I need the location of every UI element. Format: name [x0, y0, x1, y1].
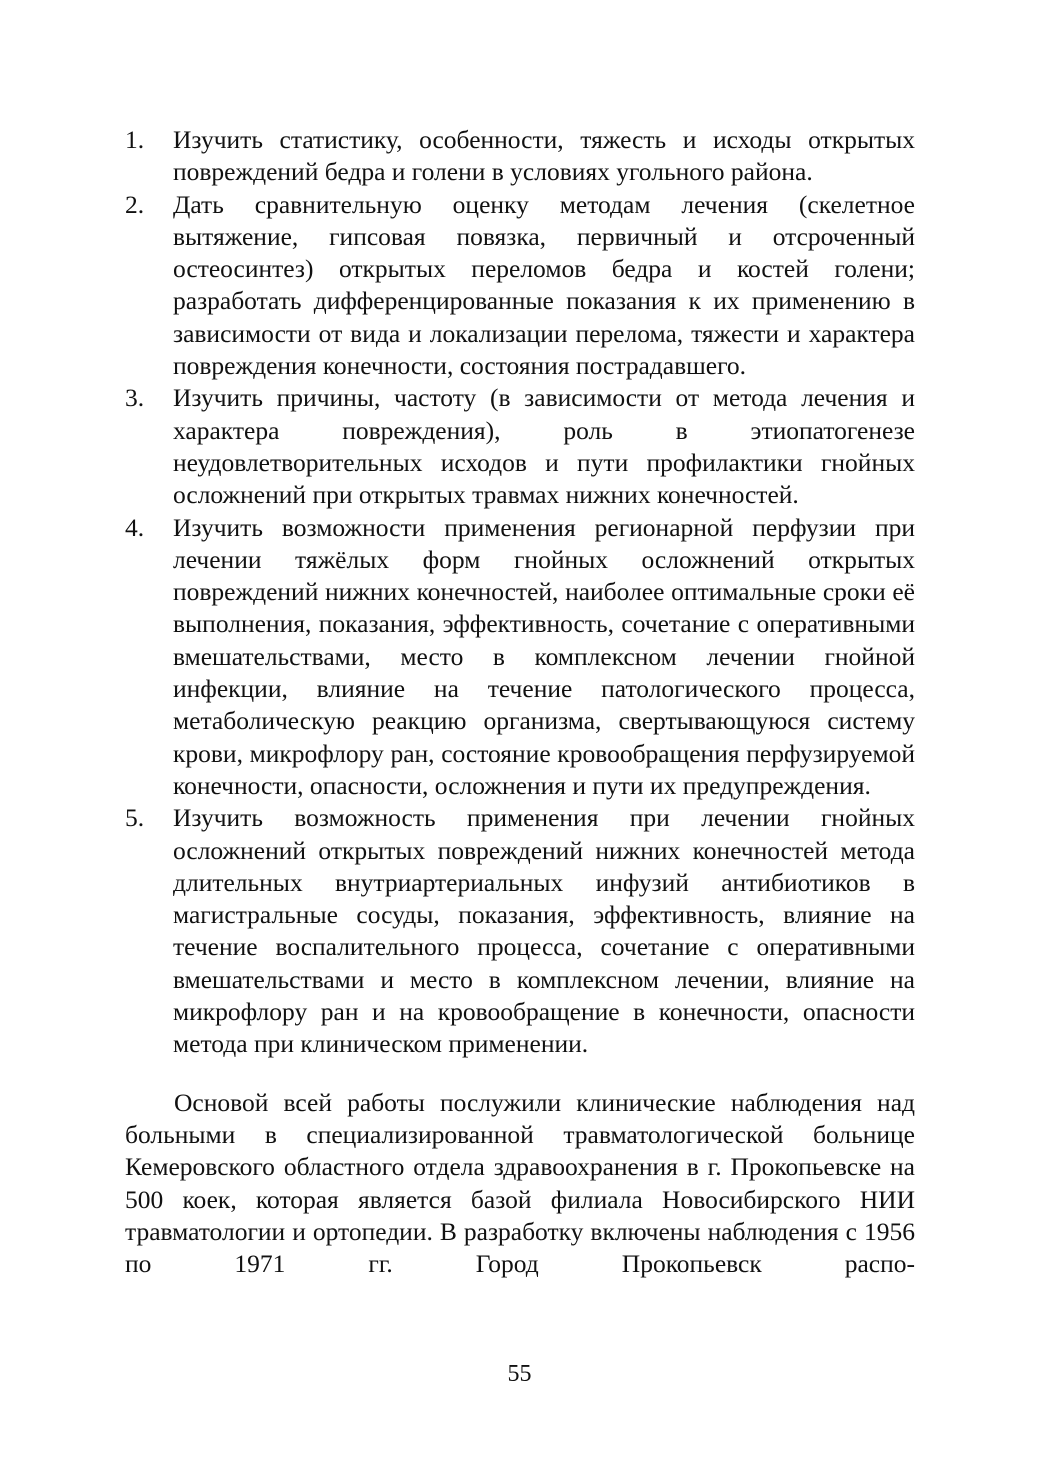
list-item: [125, 382, 915, 511]
list-item: [125, 189, 915, 383]
objectives-list: [125, 124, 915, 1061]
page-number: 55: [507, 1361, 532, 1387]
list-item: [125, 124, 915, 189]
list-item-number: 5.: [125, 803, 145, 833]
list-item-number: 1.: [125, 125, 145, 154]
list-item-text: Дать сравнительную оценку методам лечения (скелетное вытяжение, гипсовая повязка, первичный и отсроченный остеосинтез) открытых переломов бедра и костей голени; разработать дифференцированные показания к их применению в зависимости от вида и локализации перелома, тяжести и характера повреждения конечности, состояния пострадавшего.: [173, 189, 915, 381]
list-item-number: 3.: [125, 383, 145, 413]
list-item-text: Изучить возможность применения при лечении гнойных осложнений открытых повреждений нижних конечностей метода длительных внутриартериальных инфузий антибиотиков в магистральные сосуды, показания, эффективность, влияние на течение воспалительного процесса, сочетание с оперативными вмешательствами и место в комплексном лечении, влияние на микрофлору ран и на кровообращение в конечности, опасности метода при клиническом применении.: [173, 803, 915, 1059]
list-item-number: 4.: [125, 512, 145, 542]
list-item-text: Изучить статистику, особенности, тяжесть и исходы открытых повреждений бедра и голени в условиях угольного района.: [173, 125, 915, 187]
list-item-text: Изучить причины, частоту (в зависимости от метода лечения и характера повреждения), роль в этиопатогенезе неудовлетворительных исходов и пути профилактики гнойных осложнений при открытых травмах нижних конечностей.: [173, 383, 915, 510]
body-paragraph: Основой всей работы послужили клинические наблюдения над больными в специализированной травматологической больнице Кемеровского областного отдела здравоохранения в г. Прокопьевске на 500 коек, которая является базой филиала Новосибирского НИИ травматологии и ортопедии. В разработку включены наблюдения с 1956 по 1971 гг. Город Прокопьевск распо-: [125, 1087, 915, 1279]
list-item: [125, 512, 915, 803]
page-body: [125, 124, 915, 1280]
list-item-text: Изучить возможности применения регионарной перфузии при лечении тяжёлых форм гнойных осложнений открытых повреждений нижних конечностей, наиболее оптимальные сроки её выполнения, показания, эффективность, сочетание с оперативными вмешательствами, место в комплексном лечении гнойной инфекции, влияние на течение патологического процесса, метаболическую реакцию организма, свертывающуюся систему крови, микрофлору ран, состояние кровообращения перфузируемой конечности, опасности, осложнения и пути их предупреждения.: [173, 512, 915, 800]
list-item-number: 2.: [125, 189, 145, 219]
list-item: [125, 802, 915, 1060]
